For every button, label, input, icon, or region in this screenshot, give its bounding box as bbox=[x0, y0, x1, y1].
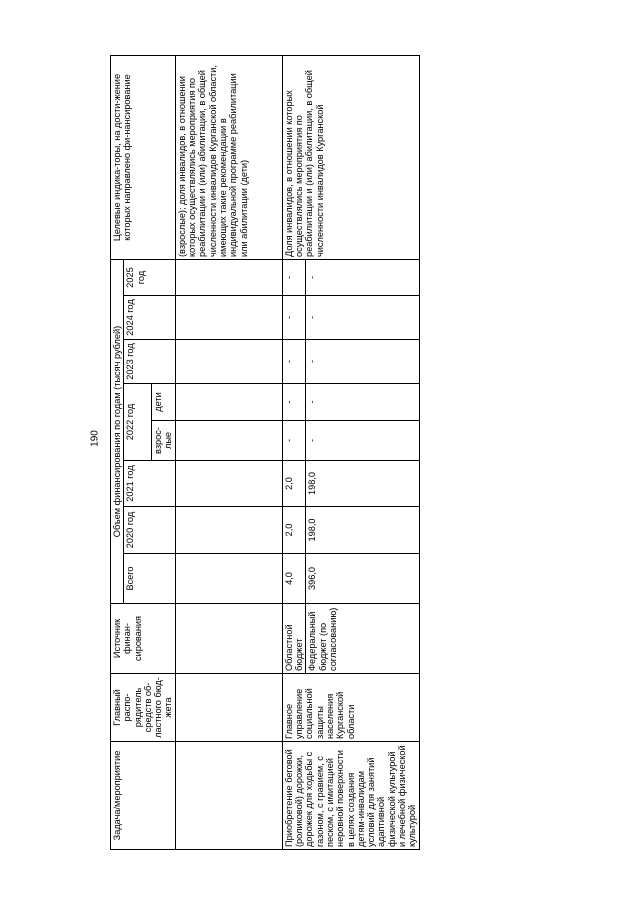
header-source: Источник финан-сирования bbox=[111, 604, 176, 674]
header-indicators: Целевые индика-торы, на дости-жение которых направлено фи-нансирование bbox=[111, 56, 176, 260]
y2020-cell: 2,0 bbox=[282, 507, 306, 554]
y2021-cell: 2,0 bbox=[282, 461, 306, 507]
source-cell: Федеральный бюджет (по согласованию) bbox=[306, 604, 419, 674]
y2025-cell: - bbox=[306, 260, 419, 296]
header-manager: Главный распо-рядитель средств об-ластного бюд-жета bbox=[111, 674, 176, 742]
header-2023: 2023 год bbox=[124, 340, 175, 384]
y2023-cell: - bbox=[306, 340, 419, 384]
header-volume: Объем финансирования по годам (тысяч рублей) bbox=[111, 260, 124, 604]
y2024-cell: - bbox=[282, 296, 306, 340]
y2023-cell: - bbox=[282, 340, 306, 384]
page-number: 190 bbox=[89, 430, 101, 447]
header-2020: 2020 год bbox=[124, 507, 175, 554]
header-task: Задача/мероприятие bbox=[111, 742, 176, 850]
y2021-cell: 198,0 bbox=[306, 461, 419, 507]
total-cell: 4,0 bbox=[282, 554, 306, 604]
manager-cell: Главное управление социальной защиты населения Курганской области bbox=[282, 674, 419, 742]
source-cell: Областной бюджет bbox=[282, 604, 306, 674]
rotated-table-wrapper bbox=[110, 56, 520, 850]
indicator-cell: Доля инвалидов, в отношении которых осуществлялись мероприятия по реабилитации и (или) абилитации, в общей численности инвалидов Курганской bbox=[282, 56, 419, 260]
y2025-cell: - bbox=[282, 260, 306, 296]
adults-cell: - bbox=[282, 421, 306, 461]
adults-cell: - bbox=[306, 421, 419, 461]
rotated-table-inner bbox=[110, 56, 520, 850]
header-2022: 2022 год bbox=[124, 384, 152, 461]
y2020-cell: 198,0 bbox=[306, 507, 419, 554]
children-cell: - bbox=[306, 384, 419, 421]
y2024-cell: - bbox=[306, 296, 419, 340]
task-cell: Приобретение беговой (роликовой) дорожки, дорожек для ходьбы с газоном, с гравием, с песком, с имитацией неровной поверхности в целях создания детям-инвалидам условий для занятий адаптивной физической культурой и лечебной физической культурой bbox=[282, 742, 419, 850]
header-children: дети bbox=[152, 384, 176, 421]
header-2024: 2024 год bbox=[124, 296, 175, 340]
table-row bbox=[282, 56, 306, 850]
total-cell: 396,0 bbox=[306, 554, 419, 604]
header-adults: взрос-лые bbox=[152, 421, 176, 461]
indicator-cell: (взрослые); доля инвалидов, в отношении которых осуществлялись мероприятия по реабилитации и (или) абилитации, в общей численности инвалидов Курганской области, имеющих такие рекомендации в индивидуальной программе реабилитации или абилитации (дети) bbox=[175, 56, 282, 260]
table-row bbox=[175, 56, 282, 850]
header-2021: 2021 год bbox=[124, 461, 175, 507]
financing-table bbox=[110, 55, 420, 850]
children-cell: - bbox=[282, 384, 306, 421]
header-2025: 2025 год bbox=[124, 260, 175, 296]
header-total: Всего bbox=[124, 554, 175, 604]
